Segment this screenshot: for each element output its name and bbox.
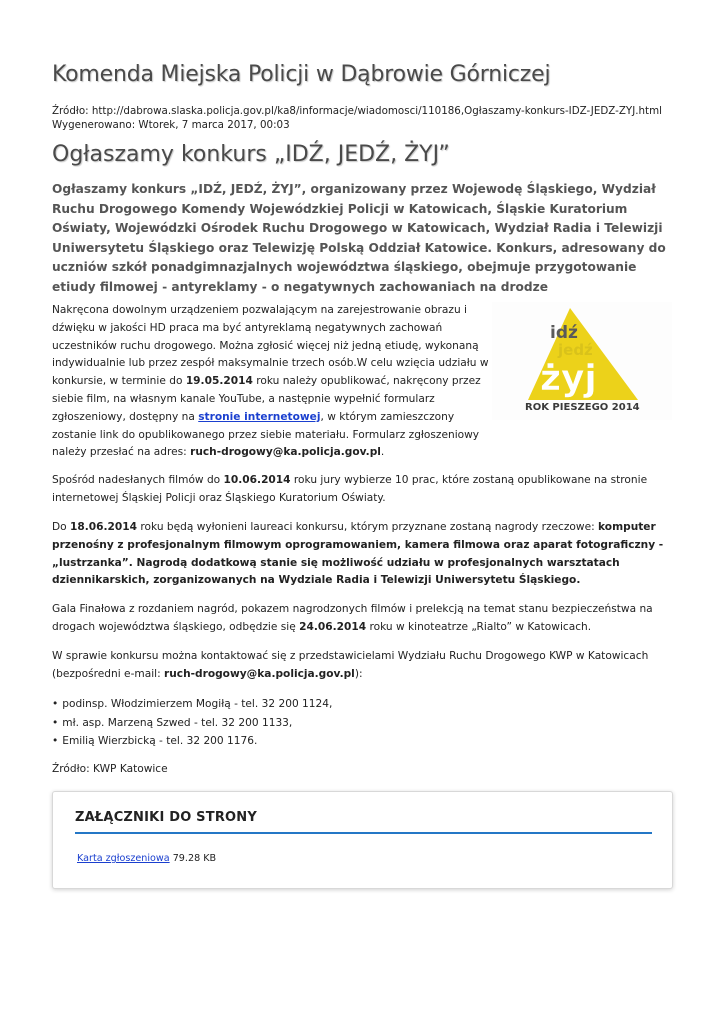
list-item: • podinsp. Włodzimierzem Mogiłą - tel. 32 200 1124, bbox=[52, 695, 672, 714]
source-url-line: Źródło: http://dabrowa.slaska.policja.gov.pl/ka8/informacje/wiadomosci/110186,Ogłaszamy-konkurs-IDZ-JEDZ-ZYJ.html bbox=[52, 105, 662, 117]
p1-text-3: , w którym zamieszczony zostanie link do opublikowanego przez siebie materiału. Formularz zgłoszeniowy należy przesłać na adres: bbox=[52, 410, 480, 459]
p3-text-1: Do bbox=[52, 521, 71, 533]
p4-text-2: roku w kinoteatrze „Rialto” w Katowicach. bbox=[366, 620, 592, 633]
campaign-logo bbox=[492, 302, 672, 420]
p1-text-4: . bbox=[380, 446, 385, 459]
logo-word-2: jedź bbox=[558, 341, 593, 359]
paragraph-submission bbox=[52, 302, 492, 462]
list-item: • mł. asp. Marzeną Szwed - tel. 32 200 1133, bbox=[52, 714, 672, 733]
p1-text-2: roku należy opublikować, nakręcony przez siebie film, na własnym kanale YouTube, a następnie wypełnić formularz zgłoszeniowy, dostępny na bbox=[52, 375, 481, 423]
paragraph-prizes bbox=[52, 519, 677, 590]
article-title: Ogłaszamy konkurs „IDŹ, JEDŹ, ŻYJ” bbox=[52, 142, 450, 167]
p1-deadline-date: 19.05.2014 bbox=[185, 375, 253, 388]
p2-date: 10.06.2014 bbox=[223, 474, 291, 486]
article-lead: Ogłaszamy konkurs „IDŹ, JEDŹ, ŻYJ”, organizowany przez Wojewodę Śląskiego, Wydział Ruchu Drogowego Komendy Wojewódzkiej Policji w Katowicach, Śląskie Kuratorium Oświaty, Wojewódzki Ośrodek Ruchu Drogowego w Katowicach, Wydział Radia i Telewizji Uniwersytetu Śląskiego oraz Telewizję Polską Oddział Katowice. Konkurs, adresowany do uczniów szkół ponadgimnazjalnych województwa śląskiego, obejmuje przygotowanie etiudy filmowej - antyreklamy - o negatywnych zachowaniach na drodze bbox=[52, 182, 666, 294]
logo-caption: ROK PIESZEGO 2014 bbox=[525, 402, 640, 413]
p5-text-2: ): bbox=[354, 667, 363, 680]
p5-text-1: W sprawie konkursu można kontaktować się z przedstawicielami Wydziału Ruchu Drogowego KWP w Katowicach (bezpośredni e-mail: bbox=[52, 650, 649, 680]
p5-email: ruch-drogowy@ka.policja.gov.pl bbox=[164, 667, 355, 680]
p4-text-1: Gala Finałowa z rozdaniem nagród, pokazem nagrodzonych filmów i prelekcją na temat stanu bezpieczeństwa na drogach województwa śląskiego, odbędzie się bbox=[52, 603, 653, 633]
site-title: Komenda Miejska Policji w Dąbrowie Górniczej bbox=[52, 62, 551, 87]
source-footer: Źródło: KWP Katowice bbox=[52, 763, 168, 775]
attachments-panel bbox=[52, 791, 673, 889]
attachments-title: ZAŁĄCZNIKI DO STRONY bbox=[75, 810, 257, 825]
generated-date-line: Wygenerowano: Wtorek, 7 marca 2017, 00:03 bbox=[52, 119, 290, 131]
p3-date: 18.06.2014 bbox=[70, 521, 138, 533]
attachment-size: 79.28 KB bbox=[172, 853, 217, 864]
p2-text-2: roku jury wybierze 10 prac, które zostaną opublikowane na stronie internetowej Śląskiej Policji oraz Śląskiego Kuratorium Oświaty. bbox=[52, 474, 648, 504]
p3-prizes: komputer przenośny z profesjonalnym filmowym oprogramowaniem, kamera filmowa oraz aparat fotograficzny - „lustrzanka”. Nagrodą dodatkową stanie się możliwość udziału w profesjonalnych warsztatach dziennikarskich, zorganizowanych na Wydziale Radia i Telewizji Uniwersytetu Śląskiego. bbox=[52, 521, 664, 587]
attachment-link[interactable]: Karta zgłoszeniowa bbox=[77, 853, 170, 864]
p1-email: ruch-drogowy@ka.policja.gov.pl bbox=[190, 446, 381, 459]
paragraph-jury bbox=[52, 472, 672, 508]
attachments-divider bbox=[75, 832, 652, 834]
p1-text-1: Nakręcona dowolnym urządzeniem pozwalającym na zarejestrowanie obrazu i dźwięku w jakości HD praca ma być antyreklamą negatywnych zachowań uczestników ruchu drogowego. Można zgłosić więcej niż jedną etiudę, wykonaną indywidualnie lub przez zespół maksymalnie trzech osób.W celu wzięcia udziału w konkursie, w terminie do bbox=[52, 304, 489, 388]
paragraph-gala bbox=[52, 601, 672, 637]
attachment-item bbox=[77, 853, 216, 864]
form-page-link[interactable]: stronie internetowej bbox=[198, 410, 321, 423]
paragraph-contact bbox=[52, 648, 672, 684]
logo-word-1: idź bbox=[550, 323, 578, 343]
campaign-logo-graphic bbox=[492, 302, 672, 420]
logo-word-3: żyj bbox=[540, 358, 597, 399]
p3-text-2: roku będą wyłonieni laureaci konkursu, którym przyznane zostaną nagrody rzeczowe: bbox=[137, 521, 599, 533]
list-item: • Emilią Wierzbicką - tel. 32 200 1176. bbox=[52, 732, 672, 751]
contact-list bbox=[52, 695, 672, 751]
p4-date: 24.06.2014 bbox=[299, 620, 367, 633]
document-meta bbox=[52, 104, 662, 132]
p2-text-1: Spośród nadesłanych filmów do bbox=[52, 474, 224, 486]
